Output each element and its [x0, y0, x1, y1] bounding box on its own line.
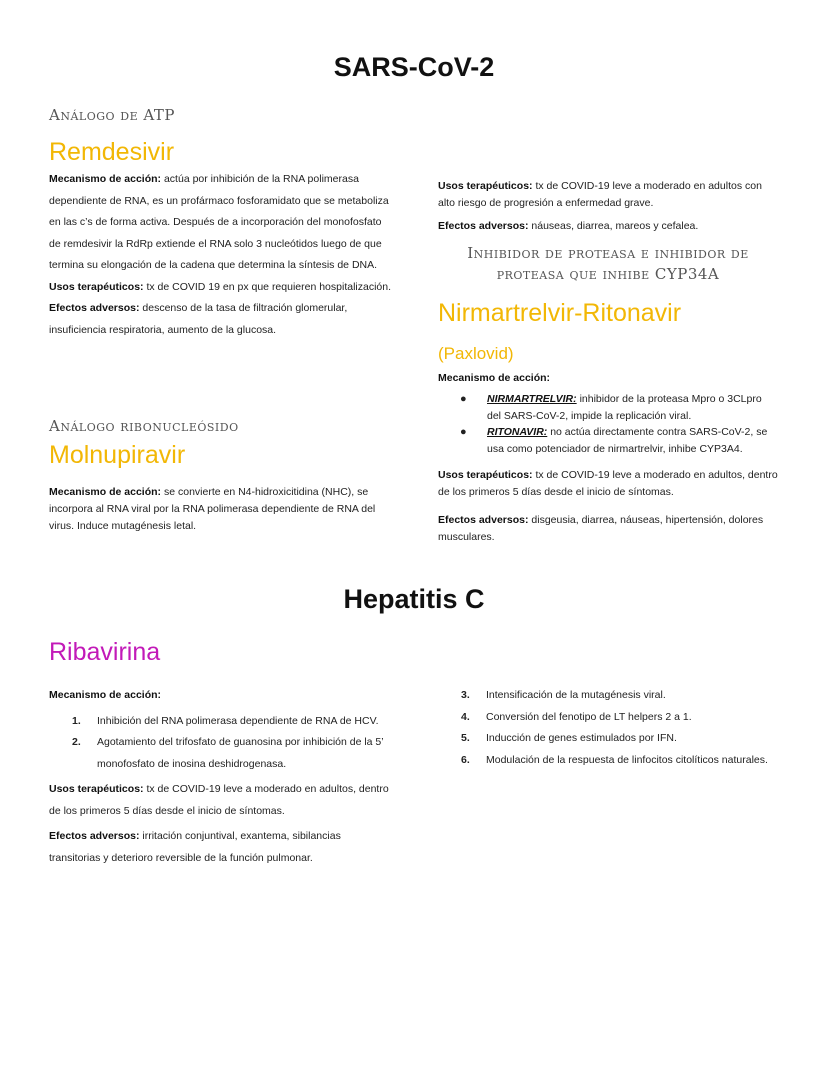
- drug-name-remdesivir: Remdesivir: [49, 138, 175, 166]
- mechanism-text: actúa por inhibición de la RNA polimerasa dependiente de RNA, es un profármaco fosforamidato que se metaboliza en las c’s de forma activa. Después de a incorporación del monofosfato de remdesivir la RdRp extiende el RNA solo 3 nucleótidos luego de que termina su elongación de la cadena que determina la síntesis de DNA.: [49, 173, 389, 271]
- list-item: [438, 750, 798, 772]
- uses-text: tx de COVID 19 en px que requieren hospitalización.: [146, 280, 392, 293]
- component-text: inhibidor de la proteasa Mpro o 3CLpro del SARS-CoV-2, impide la replicación viral.: [487, 393, 762, 422]
- drug-name-molnupiravir: Molnupiravir: [49, 441, 186, 469]
- adverse-label: Efectos adversos:: [438, 220, 529, 232]
- list-number: 3.: [461, 689, 470, 701]
- component-name: RITONAVIR:: [487, 426, 548, 438]
- adverse-text: disgeusia, diarrea, náuseas, hipertensión, dolores musculares.: [438, 514, 764, 543]
- adverse-text: descenso de la tasa de filtración glomerular, insuficiencia respiratoria, aumento de la glucosa.: [49, 302, 348, 336]
- adverse-label: Efectos adversos:: [49, 830, 140, 842]
- category-line-2: proteasa que inhibe CYP34A: [496, 264, 720, 283]
- list-text: Modulación de la respuesta de linfocitos citolíticos naturales.: [486, 753, 768, 766]
- paxlovid-adverse: [438, 512, 778, 546]
- paxlovid-uses: [438, 467, 778, 501]
- list-item: [49, 711, 394, 733]
- component-name: NIRMARTRELVIR:: [487, 393, 577, 405]
- uses-label: Usos terapéuticos:: [438, 469, 533, 481]
- adverse-label: Efectos adversos:: [438, 514, 529, 526]
- ribavirina-mechanism-label: [49, 685, 394, 707]
- category-line-1: Inhibidor de proteasa e inhibidor de: [467, 243, 749, 262]
- drug-brand-paxlovid: (Paxlovid): [438, 343, 514, 363]
- paxlovid-mechanism-list: [438, 391, 778, 457]
- category-atp-analog: Análogo de ATP: [49, 106, 176, 124]
- remdesivir-uses: [49, 277, 394, 299]
- bullet-icon: ●: [460, 426, 467, 438]
- adverse-text: náuseas, diarrea, mareos y cefalea.: [531, 220, 699, 232]
- molnupiravir-mechanism: [49, 484, 394, 535]
- uses-label: Usos terapéuticos:: [49, 783, 144, 795]
- uses-text: tx de COVID-19 leve a moderado en adultos, dentro de los primeros 5 días desde el inicio de síntomas.: [49, 783, 389, 817]
- list-text: Agotamiento del trifosfato de guanosina por inhibición de la 5’ monofosfato de inosina deshidrogenasa.: [97, 736, 384, 770]
- list-item: [438, 424, 778, 457]
- list-item: [438, 707, 798, 729]
- category-protease-inhibitor: [438, 243, 778, 285]
- section-remdesivir: [49, 106, 394, 341]
- mechanism-text: se convierte en N4-hidroxicitidina (NHC), se incorpora al RNA viral por la RNA polimerasa dependiente de RNA del virus. Induce mutagénesis letal.: [49, 486, 376, 532]
- remdesivir-adverse-continued: [438, 216, 778, 238]
- uses-text: tx de COVID-19 leve a moderado en adultos con alto riesgo de progresión a enfermedad grave.: [438, 180, 762, 209]
- list-number: 1.: [72, 714, 81, 727]
- remdesivir-uses-continued: [438, 178, 778, 212]
- section-right-column: [438, 178, 778, 546]
- list-item: [438, 391, 778, 424]
- mechanism-label: Mecanismo de acción:: [49, 689, 162, 701]
- drug-name-nirmatrelvir-ritonavir: Nirmartrelvir-Ritonavir: [438, 298, 682, 327]
- page-title-hepatitis-c: Hepatitis C: [343, 584, 485, 614]
- ribavirina-adverse: [49, 826, 394, 869]
- ribavirina-mechanism-list: [49, 711, 394, 776]
- list-number: 4.: [461, 710, 470, 723]
- ribavirina-mechanism-list-continued: [438, 685, 798, 771]
- uses-label: Usos terapéuticos:: [438, 180, 533, 192]
- list-number: 6.: [461, 753, 470, 766]
- category-ribonucleoside-analog: Análogo ribonucleósido: [49, 417, 239, 435]
- list-number: 2.: [72, 736, 81, 748]
- section-ribavirina: [49, 638, 394, 869]
- adverse-label: Efectos adversos:: [49, 302, 140, 314]
- remdesivir-mechanism: [49, 169, 394, 277]
- list-text: Inducción de genes estimulados por IFN.: [486, 732, 677, 744]
- list-item: [438, 685, 798, 707]
- list-number: 5.: [461, 732, 470, 744]
- component-text: no actúa directamente contra SARS-CoV-2, se usa como potenciador de nirmartrelvir, inhibe CYP3A4.: [487, 426, 768, 455]
- mechanism-label: Mecanismo de acción:: [438, 371, 551, 384]
- list-item: [49, 732, 394, 775]
- paxlovid-mechanism-label: [438, 368, 778, 390]
- uses-text: tx de COVID-19 leve a moderado en adultos, dentro de los primeros 5 días desde el inicio de síntomas.: [438, 469, 778, 498]
- uses-label: Usos terapéuticos:: [49, 280, 144, 293]
- list-text: Inhibición del RNA polimerasa dependiente de RNA de HCV.: [97, 714, 379, 727]
- list-item: [438, 728, 798, 750]
- section-molnupiravir: [49, 417, 394, 535]
- list-text: Intensificación de la mutagénesis viral.: [486, 689, 666, 701]
- list-text: Conversión del fenotipo de LT helpers 2 a 1.: [486, 710, 692, 723]
- bullet-icon: ●: [460, 393, 467, 405]
- page-title-sars: SARS-CoV-2: [333, 52, 495, 82]
- mechanism-label: Mecanismo de acción:: [49, 173, 162, 185]
- drug-name-ribavirina: Ribavirina: [49, 638, 161, 666]
- remdesivir-adverse: [49, 298, 394, 341]
- adverse-text: irritación conjuntival, exantema, sibilancias transitorias y deterioro reversible de la función pulmonar.: [49, 830, 341, 864]
- mechanism-label: Mecanismo de acción:: [49, 486, 162, 498]
- ribavirina-uses: [49, 779, 394, 822]
